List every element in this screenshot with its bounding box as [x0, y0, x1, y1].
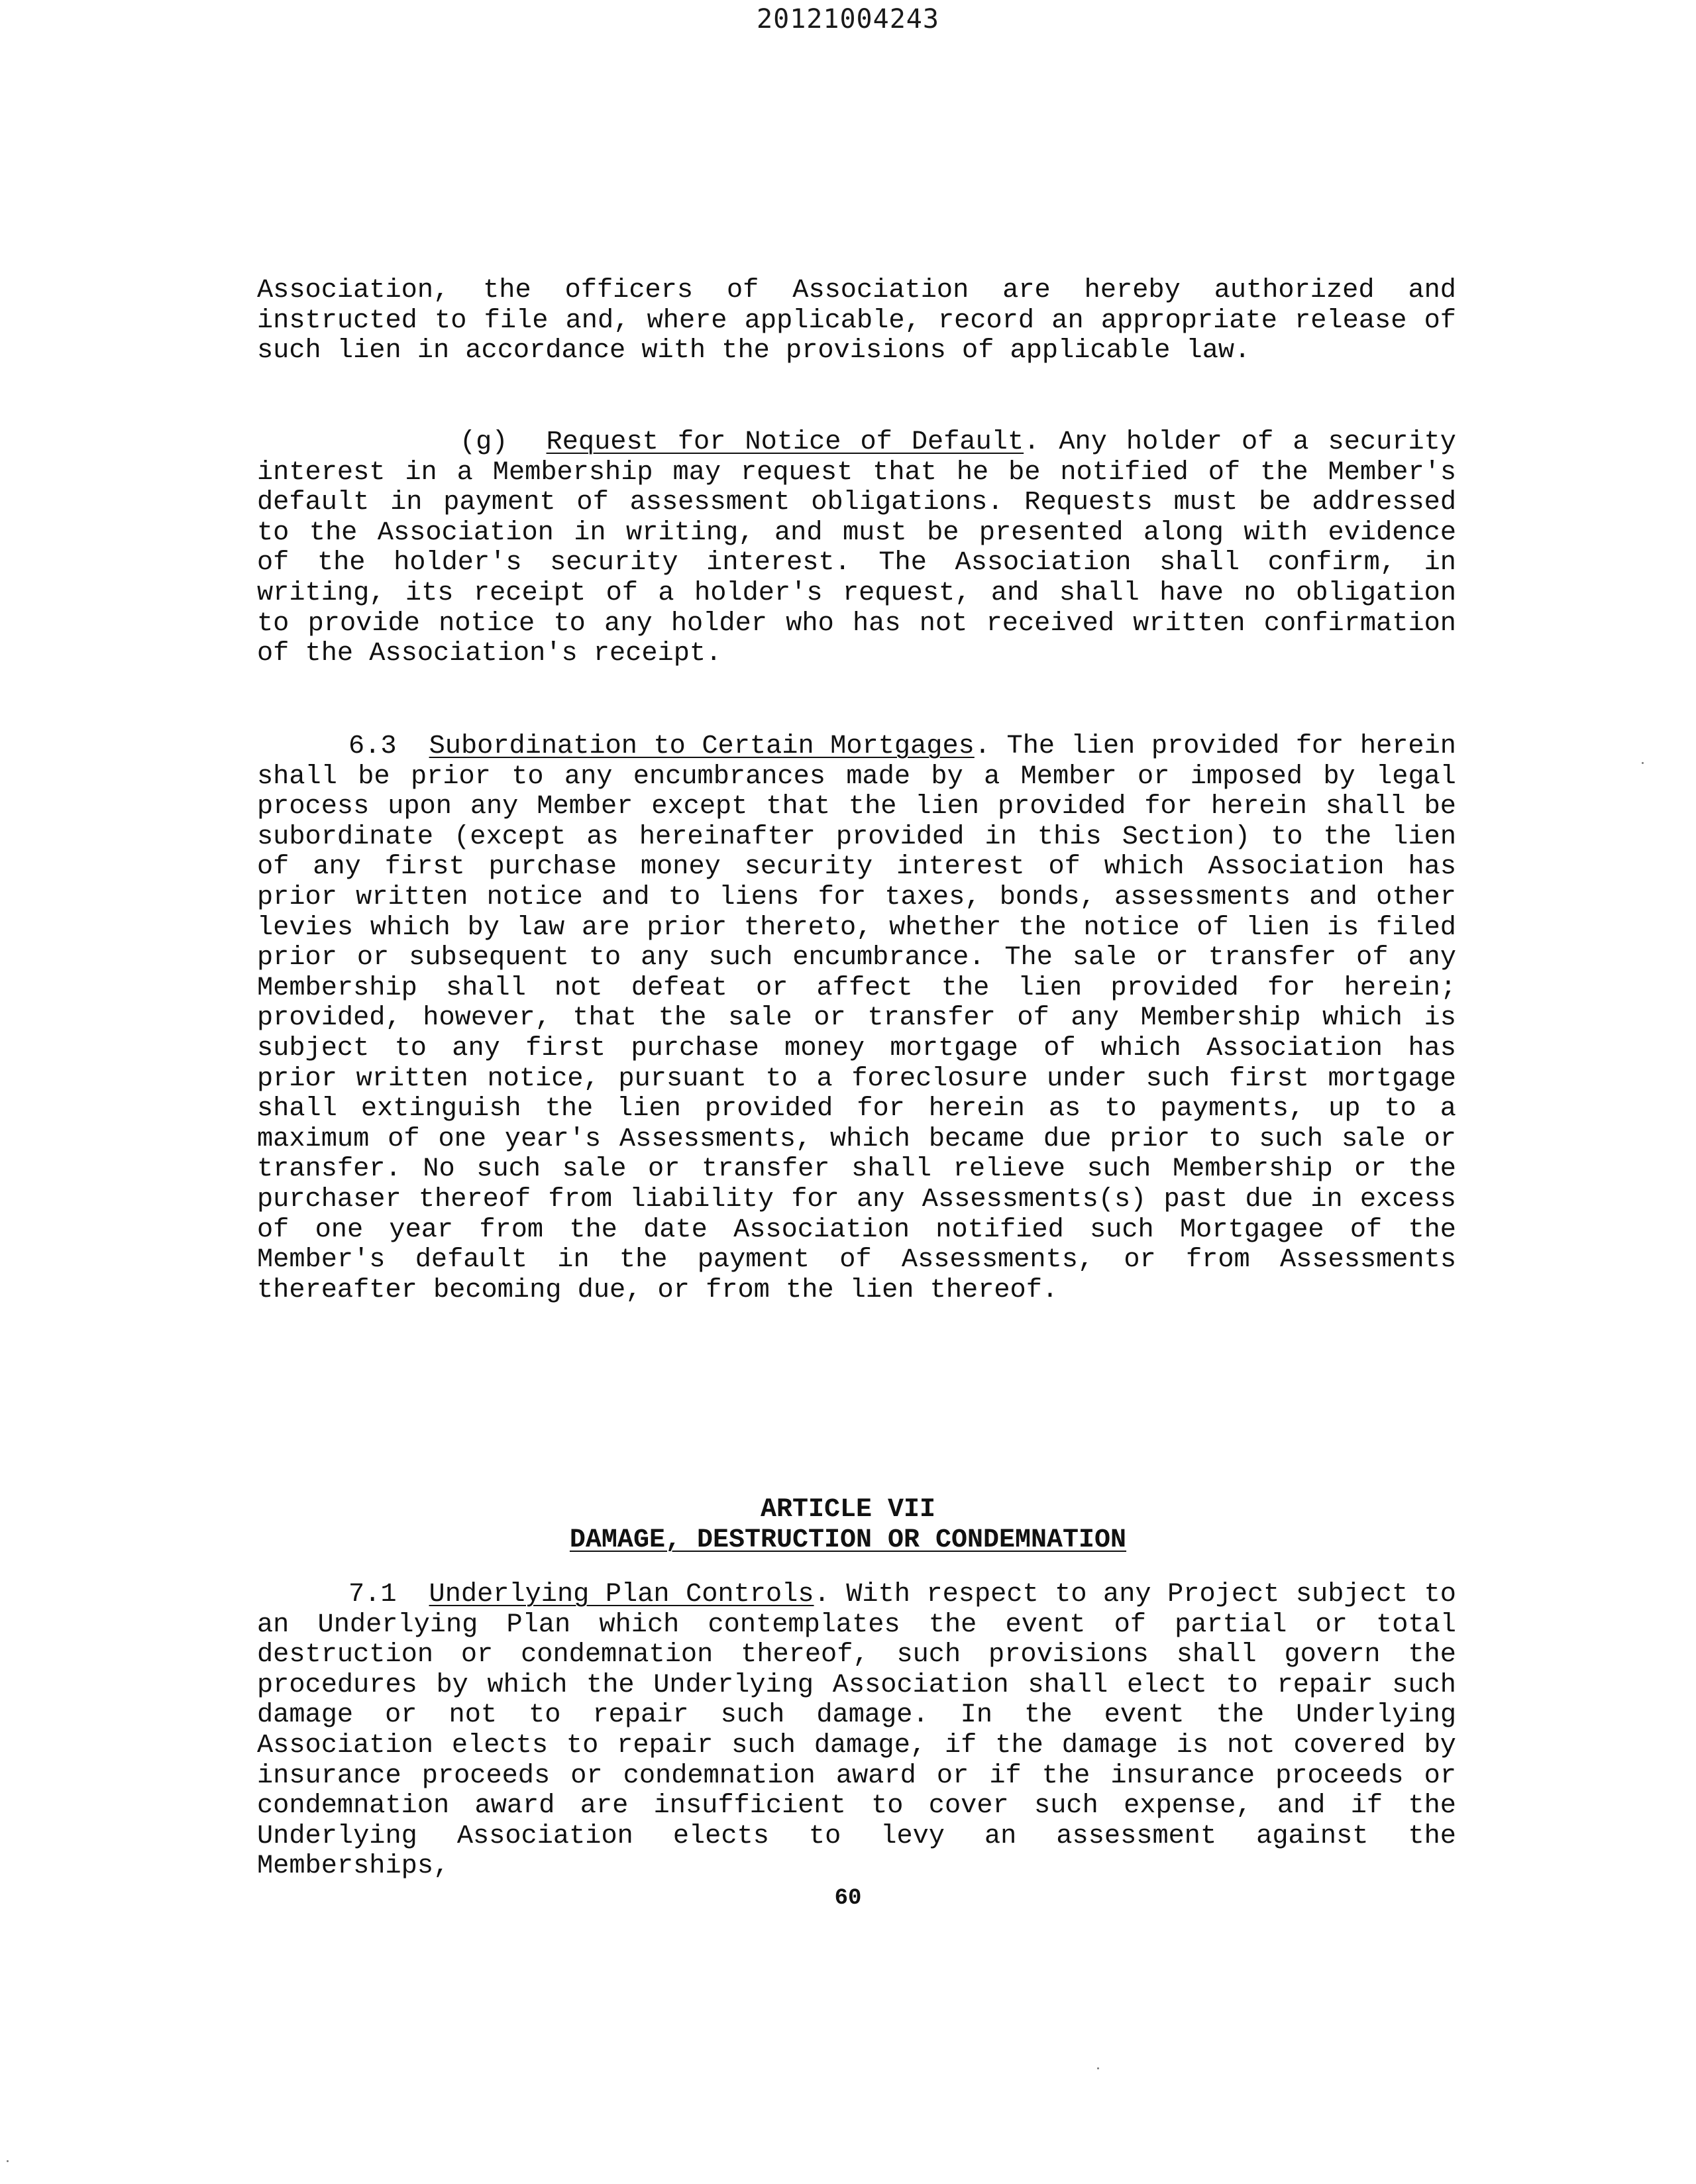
article-title-text: DAMAGE, DESTRUCTION OR CONDEMNATION [569, 1525, 1127, 1555]
section-6-3 [257, 732, 1456, 1305]
section-6-3-body: . The lien provided for herein shall be prior to any encumbrances made by a Member or imposed by legal process upon any Member except that the lien provided for herein shall be subordinate (except as hereinafter provided in this Section) to the lien of any first purchase money security interest of which Association has prior written notice and to liens for taxes, bonds, assessments and other levies which by law are prior thereto, whether the notice of lien is filed prior or subsequent to any such encumbrance. The sale or transfer of any Membership shall not defeat or affect the lien provided for herein; provided, however, that the sale or transfer of any Membership which is subject to any first purchase money mortgage of which Association has prior written notice, pursuant to a foreclosure under such first mortgage shall extinguish the lien provided for herein as to payments, up to a maximum of one year's Assessments, which became due prior to such sale or transfer. No such sale or transfer shall relieve such Membership or the purchaser thereof from liability for any Assessments(s) past due in excess of one year from the date Association notified such Mortgagee of the Member's default in the payment of Assessments, or from Assessments thereafter becoming due, or from the lien thereof. [257, 731, 1456, 1305]
scan-speck [1642, 762, 1644, 764]
document-number: 20121004243 [757, 4, 939, 34]
scan-speck [7, 2160, 9, 2162]
section-7-1 [257, 1580, 1456, 1882]
article-title [0, 1525, 1696, 1556]
section-6-3-title: Subordination to Certain Mortgages [429, 731, 975, 761]
paragraph-g [257, 427, 1456, 669]
section-7-1-text [257, 1580, 1456, 1882]
paragraph-g-label: (g) [460, 427, 508, 457]
paragraph-g-text [257, 427, 1456, 669]
paragraph-g-body: . Any holder of a security interest in a Membership may request that he be notified of the Member's default in payment of assessment obligations. Requests must be addressed to the Association in writing, and must be presented along with evidence of the holder's security interest. The Association shall confirm, in writing, its receipt of a holder's request, and shall have no obligation to provide notice to any holder who has not received written confirmation of the Association's receipt. [257, 427, 1456, 669]
article-label: ARTICLE VII [760, 1495, 936, 1525]
section-6-3-number: 6.3 [348, 731, 397, 761]
scan-speck [1097, 2067, 1099, 2069]
section-6-3-text [257, 732, 1456, 1305]
section-7-1-number: 7.1 [348, 1579, 397, 1610]
continued-paragraph [257, 276, 1456, 366]
section-7-1-title: Underlying Plan Controls [429, 1579, 814, 1610]
paragraph-g-title: Request for Notice of Default [546, 427, 1024, 457]
continued-paragraph-text: Association, the officers of Association are hereby authorized and instructed to file and, where applicable, record an appropriate release of such lien in accordance with the provisions of applicable law. [257, 275, 1456, 366]
section-7-1-body: . With respect to any Project subject to an Underlying Plan which contemplates the event of partial or total destruction or condemnation thereof, such provisions shall govern the procedures by which the Underlying Association shall elect to repair such damage or not to repair such damage. In the event the Underlying Association elects to repair such damage, if the damage is not covered by insurance proceeds or condemnation award or if the insurance proceeds or condemnation award are insufficient to cover such expense, and if the Underlying Association elects to levy an assessment against the Memberships, [257, 1579, 1456, 1882]
page-number: 60 [834, 1886, 862, 1911]
